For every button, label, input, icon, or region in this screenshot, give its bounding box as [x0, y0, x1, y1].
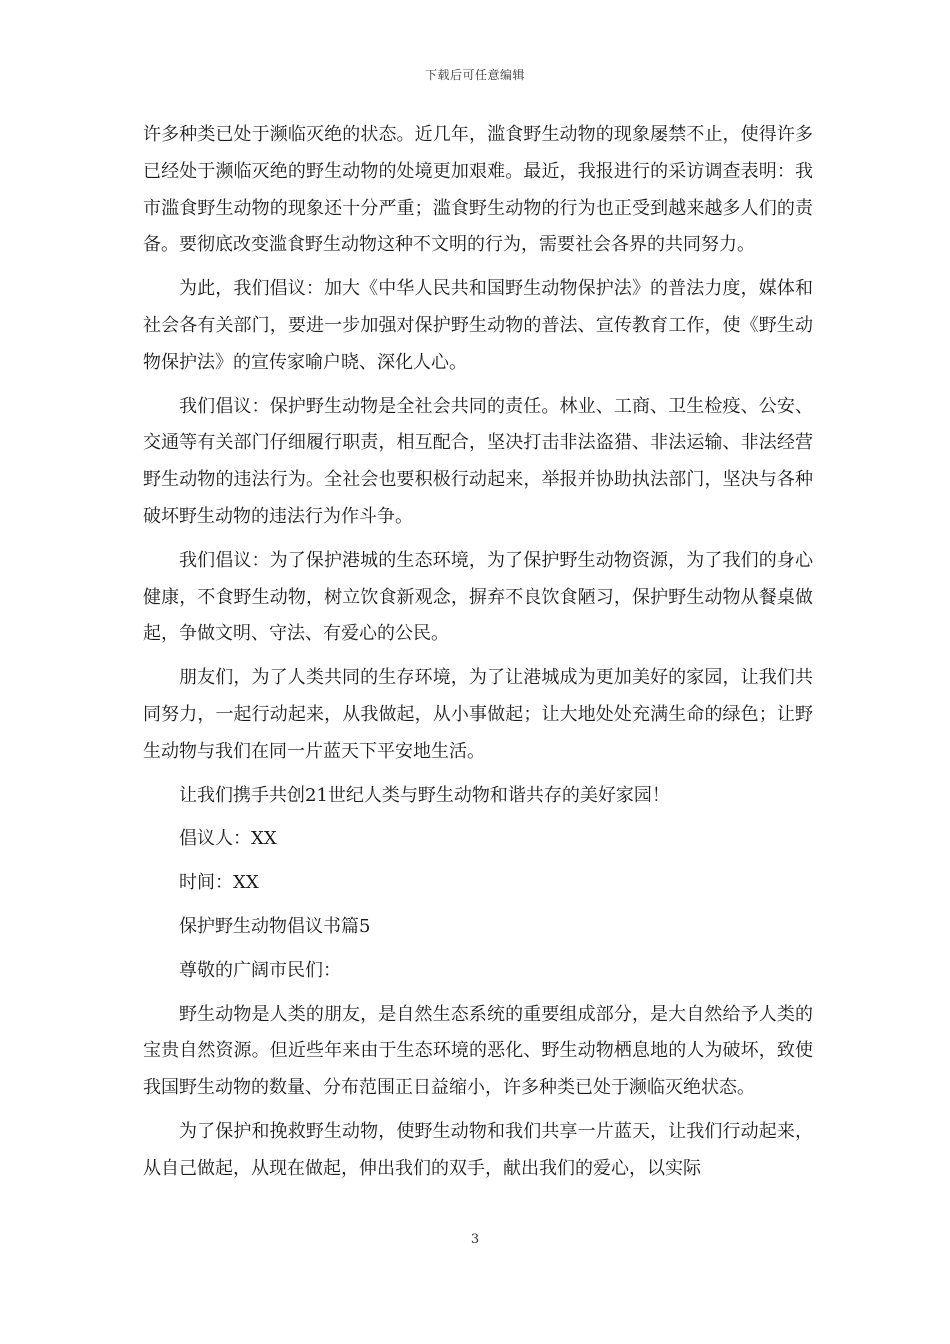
- salutation: 尊敬的广阔市民们：: [179, 959, 341, 981]
- paragraph-12: 为了保护和挽救野生动物，使野生动物和我们共享一片蓝天，让我们行动起来，从自己做起，从现在做起，伸出我们的双手，献出我们的爱心，以实际: [143, 1120, 813, 1179]
- date-line: 时间：XX: [179, 872, 259, 894]
- signatory-line: 倡议人：XX: [179, 828, 277, 850]
- paragraph-3: 我们倡议：保护野生动物是全社会共同的责任。林业、工商、卫生检疫、公安、交通等有关部门仔细履行职责，相互配合，坚决打击非法盗猎、非法运输、非法经营野生动物的违法行为。全社会也要积极行动起来，举报并协助执法部门，坚决与各种破坏野生动物的违法行为作斗争。: [143, 395, 813, 527]
- paragraph-2: 为此，我们倡议：加大《中华人民共和国野生动物保护法》的普法力度，媒体和社会各有关部门，要进一步加强对保护野生动物的普法、宣传教育工作，使《野生动物保护法》的宣传家喻户晓、深化人心。: [143, 278, 813, 373]
- paragraph-6: 让我们携手共创21世纪人类与野生动物和谐共存的美好家园！: [179, 784, 670, 806]
- document-body: [143, 117, 813, 1188]
- section-title: 保护野生动物倡议书篇5: [179, 915, 371, 937]
- page-number: 3: [470, 1232, 480, 1247]
- paragraph-5: 朋友们，为了人类共同的生存环境，为了让港城成为更加美好的家园，让我们共同努力，一起行动起来，从我做起，从小事做起；让大地处处充满生命的绿色；让野生动物与我们在同一片蓝天下平安地生活。: [143, 667, 813, 762]
- paragraph-1: 许多种类已处于濒临灭绝的状态。近几年，滥食野生动物的现象屡禁不止，使得许多已经处于濒临灭绝的野生动物的处境更加艰难。最近，我报进行的采访调查表明：我市滥食野生动物的现象还十分严重；滥食野生动物的行为也正受到越来越多人们的责备。要彻底改变滥食野生动物这种不文明的行为，需要社会各界的共同努力。: [143, 124, 813, 256]
- paragraph-11: 野生动物是人类的朋友，是自然生态系统的重要组成部分，是大自然给予人类的宝贵自然资源。但近些年来由于生态环境的恶化、野生动物栖息地的人为破坏，致使我国野生动物的数量、分布范围正日益缩小，许多种类已处于濒临灭绝状态。: [143, 1003, 813, 1099]
- page-header: 下载后可任意编辑: [424, 68, 525, 82]
- paragraph-4: 我们倡议：为了保护港城的生态环境，为了保护野生动物资源，为了我们的身心健康，不食野生动物，树立饮食新观念，摒弃不良饮食陋习，保护野生动物从餐桌做起，争做文明、守法、有爱心的公民。: [143, 549, 813, 645]
